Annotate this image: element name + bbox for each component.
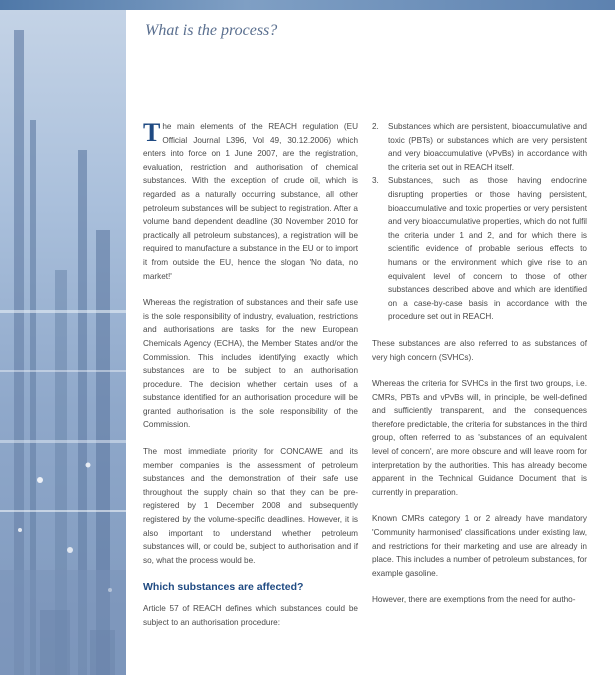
list-text: Substances which are persistent, bioaccumulative and toxic (PBTs) or substances which are very persistent and very bioaccumulative (vPvBs) in accordance with the criteria set out in REACH itself.	[388, 122, 587, 172]
top-banner	[0, 0, 615, 10]
list-item	[372, 174, 587, 324]
intro-paragraph	[143, 120, 358, 283]
section-heading: Which substances are affected?	[143, 581, 304, 594]
body-paragraph: Whereas the registration of substances and their safe use is the sole responsibility of industry, evaluation, restrictions and authorisations are tasks for the new European Chemicals Agency (ECHA), the Member States and/or the Commission. This includes identifying exactly which substances are to be subject to an authorisation procedure. The decision whether certain uses of a substance identified for an authorisation procedure will be granted authorisation is the sole responsibility of the Commission.	[143, 298, 358, 430]
body-paragraph: These substances are also referred to as substances of very high concern (SVHCs).	[372, 338, 587, 362]
body-paragraph: Article 57 of REACH defines which substances could be subject to an authorisation procedure:	[143, 604, 358, 627]
body-paragraph: Known CMRs category 1 or 2 already have mandatory 'Community harmonised' classifications under existing law, and restrictions for their marketing and use are already in place. This includes a number of petroleum substances, for example gasoline.	[372, 514, 587, 578]
left-column	[143, 120, 358, 643]
intro-text: he main elements of the REACH regulation (EU Official Journal L396, Vol 49, 30.12.2006) which enters into force on 1 June 2007, are the registration, evaluation, restriction and authorisation of chemical substances. With the exception of crude oil, which is regarded as a naturally occurring substance, all other petroleum substances will be subject to registration. After a volume band dependent deadline (30 November 2010 for practically all petroleum substances), a registration will be required to manufacture a substance in the EU or to import it from outside the EU, hence the slogan 'No data, no market!'	[143, 122, 358, 281]
list-number: 2.	[372, 122, 379, 131]
body-paragraph: The most immediate priority for CONCAWE and its member companies is the assessment of petroleum substances and the demonstration of their safe use throughout the supply chain so that they can be pre-registered by 1 December 2008 and subsequently registered by the volume-specific deadlines. However, it is also important to understand whether petroleum substances will, or could be, subject to authorisation and if so, what the process would be.	[143, 447, 358, 565]
criteria-list	[372, 120, 587, 324]
list-text: Substances, such as those having endocrine disrupting properties or those having persistent, bioaccumulative and toxic properties or very persistent and very bioaccumulative properties, which do not fulfil the criteria under 1 and 2, and for which there is scientific evidence of probable serious effects to humans or the environment which give rise to an equivalent level of concern to those of other substances described above and which are identified on a case-by-case basis in accordance with the procedure set out in REACH.	[388, 176, 587, 322]
body-paragraph: However, there are exemptions from the need for autho-	[372, 595, 576, 605]
refinery-silhouette	[0, 10, 126, 675]
refinery-photo	[0, 10, 126, 675]
section-subtitle: What is the process?	[145, 22, 278, 39]
body-paragraph: Whereas the criteria for SVHCs in the first two groups, i.e. CMRs, PBTs and vPvBs will, in principle, be well-defined and sufficiently transparent, and the consequences therefore predictable, the criteria for substances in the third group, often referred to as 'substances of an equivalent level of concern', are more obscure and will leave room for interpretation by the authorities. This has already become apparent in the Technical Guidance Document that is currently in preparation.	[372, 379, 587, 497]
right-column	[372, 120, 587, 620]
drop-cap: T	[143, 118, 161, 147]
list-number: 3.	[372, 176, 379, 186]
list-item	[372, 120, 587, 174]
